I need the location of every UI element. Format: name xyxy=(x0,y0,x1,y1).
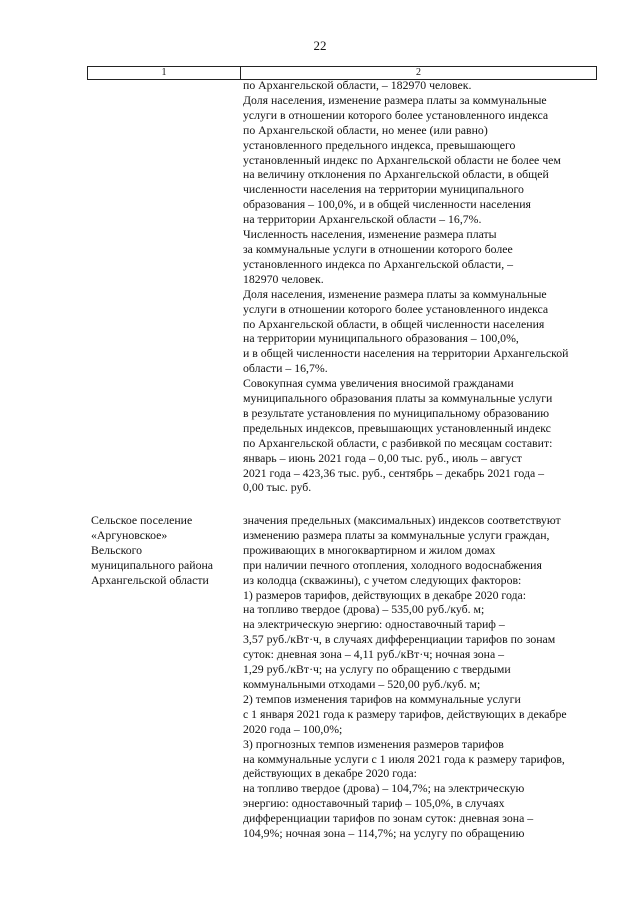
text-line: коммунальными отходами – 520,00 руб./куб. м; xyxy=(243,676,481,691)
text-line: по Архангельской области, с разбивкой по месяцам составит: xyxy=(243,435,553,450)
text-line: Доля населения, изменение размера платы за коммунальные xyxy=(243,92,547,107)
text-line: Численность населения, изменение размера платы xyxy=(243,227,497,242)
text-line: за коммунальные услуги в отношении которого более xyxy=(243,241,513,256)
municipality-name xyxy=(91,513,241,588)
text-line: по Архангельской области, в общей численности населения xyxy=(243,316,545,331)
text-line: на электрическую энергию: одноставочный тариф – xyxy=(243,617,505,632)
text-line: на территории муниципального образования – 100,0%, xyxy=(243,331,519,346)
text-line: образования – 100,0%, и в общей численности населения xyxy=(243,197,531,212)
text-line: муниципального образования платы за коммунальные услуги xyxy=(243,391,553,406)
column-2-header: 2 xyxy=(241,67,597,79)
text-line: из колодца (скважины), с учетом следующих факторов: xyxy=(243,572,522,587)
text-line: 1,29 руб./кВт·ч; на услугу по обращению с твердыми xyxy=(243,662,511,677)
text-line: услуги в отношении которого более установленного индекса xyxy=(243,107,549,122)
text-line: энергию: одноставочный тариф – 105,0%, в случаях xyxy=(243,796,505,811)
text-line: установленный индекс по Архангельской области не более чем xyxy=(243,152,561,167)
text-line: при наличии печного отопления, холодного водоснабжения xyxy=(243,557,542,572)
text-line: услуги в отношении которого более установленного индекса xyxy=(243,301,549,316)
text-line: 3) прогнозных темпов изменения размеров тарифов xyxy=(243,736,504,751)
text-line: и в общей численности населения на территории Архангельской xyxy=(243,346,569,361)
text-line: проживающих в многоквартирном и жилом домах xyxy=(243,542,496,557)
column-1-header: 1 xyxy=(87,67,241,79)
indicators-text-block xyxy=(243,78,603,495)
text-line: 2020 года – 100,0%; xyxy=(243,721,343,736)
text-line: по Архангельской области, – 182970 человек. xyxy=(243,78,472,92)
index-factors-text-block xyxy=(243,513,603,841)
text-line: на территории Архангельской области – 16,7%. xyxy=(243,212,482,227)
text-line: области – 16,7%. xyxy=(243,361,328,376)
text-line: на топливо твердое (дрова) – 104,7%; на электрическую xyxy=(243,781,525,796)
text-line: 182970 человек. xyxy=(243,271,324,286)
text-line: на коммунальные услуги с 1 июля 2021 года к размеру тарифов, xyxy=(243,751,565,766)
municipality-name-line: Архангельской области xyxy=(91,572,209,587)
page-number: 22 xyxy=(313,38,327,53)
text-line: Совокупная сумма увеличения вносимой гражданами xyxy=(243,376,514,391)
text-line: на величину отклонения по Архангельской области, в общей xyxy=(243,167,549,182)
text-line: действующих в декабре 2020 года: xyxy=(243,766,417,781)
text-line: с 1 января 2021 года к размеру тарифов, действующих в декабре xyxy=(243,706,567,721)
text-line: 1) размеров тарифов, действующих в декабре 2020 года: xyxy=(243,587,527,602)
text-line: численности населения на территории муниципального xyxy=(243,182,524,197)
text-line: по Архангельской области, но менее (или равно) xyxy=(243,122,488,137)
text-line: 2) темпов изменения тарифов на коммунальные услуги xyxy=(243,691,521,706)
text-line: установленного индекса по Архангельской области, – xyxy=(243,256,514,271)
text-line: 104,9%; ночная зона – 114,7%; на услугу по обращению xyxy=(243,826,525,841)
municipality-name-line: Сельское поселение xyxy=(91,513,193,527)
text-line: изменению размера платы за коммунальные услуги граждан, xyxy=(243,527,550,542)
text-line: 3,57 руб./кВт·ч, в случаях дифференциации тарифов по зонам xyxy=(243,632,556,647)
text-line: дифференциации тарифов по зонам суток: дневная зона – xyxy=(243,811,534,826)
text-line: в результате установления по муниципальному образованию xyxy=(243,405,550,420)
text-line: установленного предельного индекса, превышающего xyxy=(243,137,516,152)
text-line: Доля населения, изменение размера платы за коммунальные xyxy=(243,286,547,301)
text-line: предельных индексов, превышающих установленный индекс xyxy=(243,420,551,435)
text-line: 0,00 тыс. руб. xyxy=(243,480,312,495)
text-line: январь – июнь 2021 года – 0,00 тыс. руб., июль – август xyxy=(243,450,522,465)
municipality-name-line: муниципального района xyxy=(91,557,214,572)
text-line: суток: дневная зона – 4,11 руб./кВт·ч; ночная зона – xyxy=(243,647,505,662)
municipality-name-line: Вельского xyxy=(91,542,143,557)
text-line: 2021 года – 423,36 тыс. руб., сентябрь – декабрь 2021 года – xyxy=(243,465,545,480)
text-line: на топливо твердое (дрова) – 535,00 руб./куб. м; xyxy=(243,602,485,617)
text-line: значения предельных (максимальных) индексов соответствуют xyxy=(243,513,561,527)
municipality-name-line: «Аргуновское» xyxy=(91,527,168,542)
